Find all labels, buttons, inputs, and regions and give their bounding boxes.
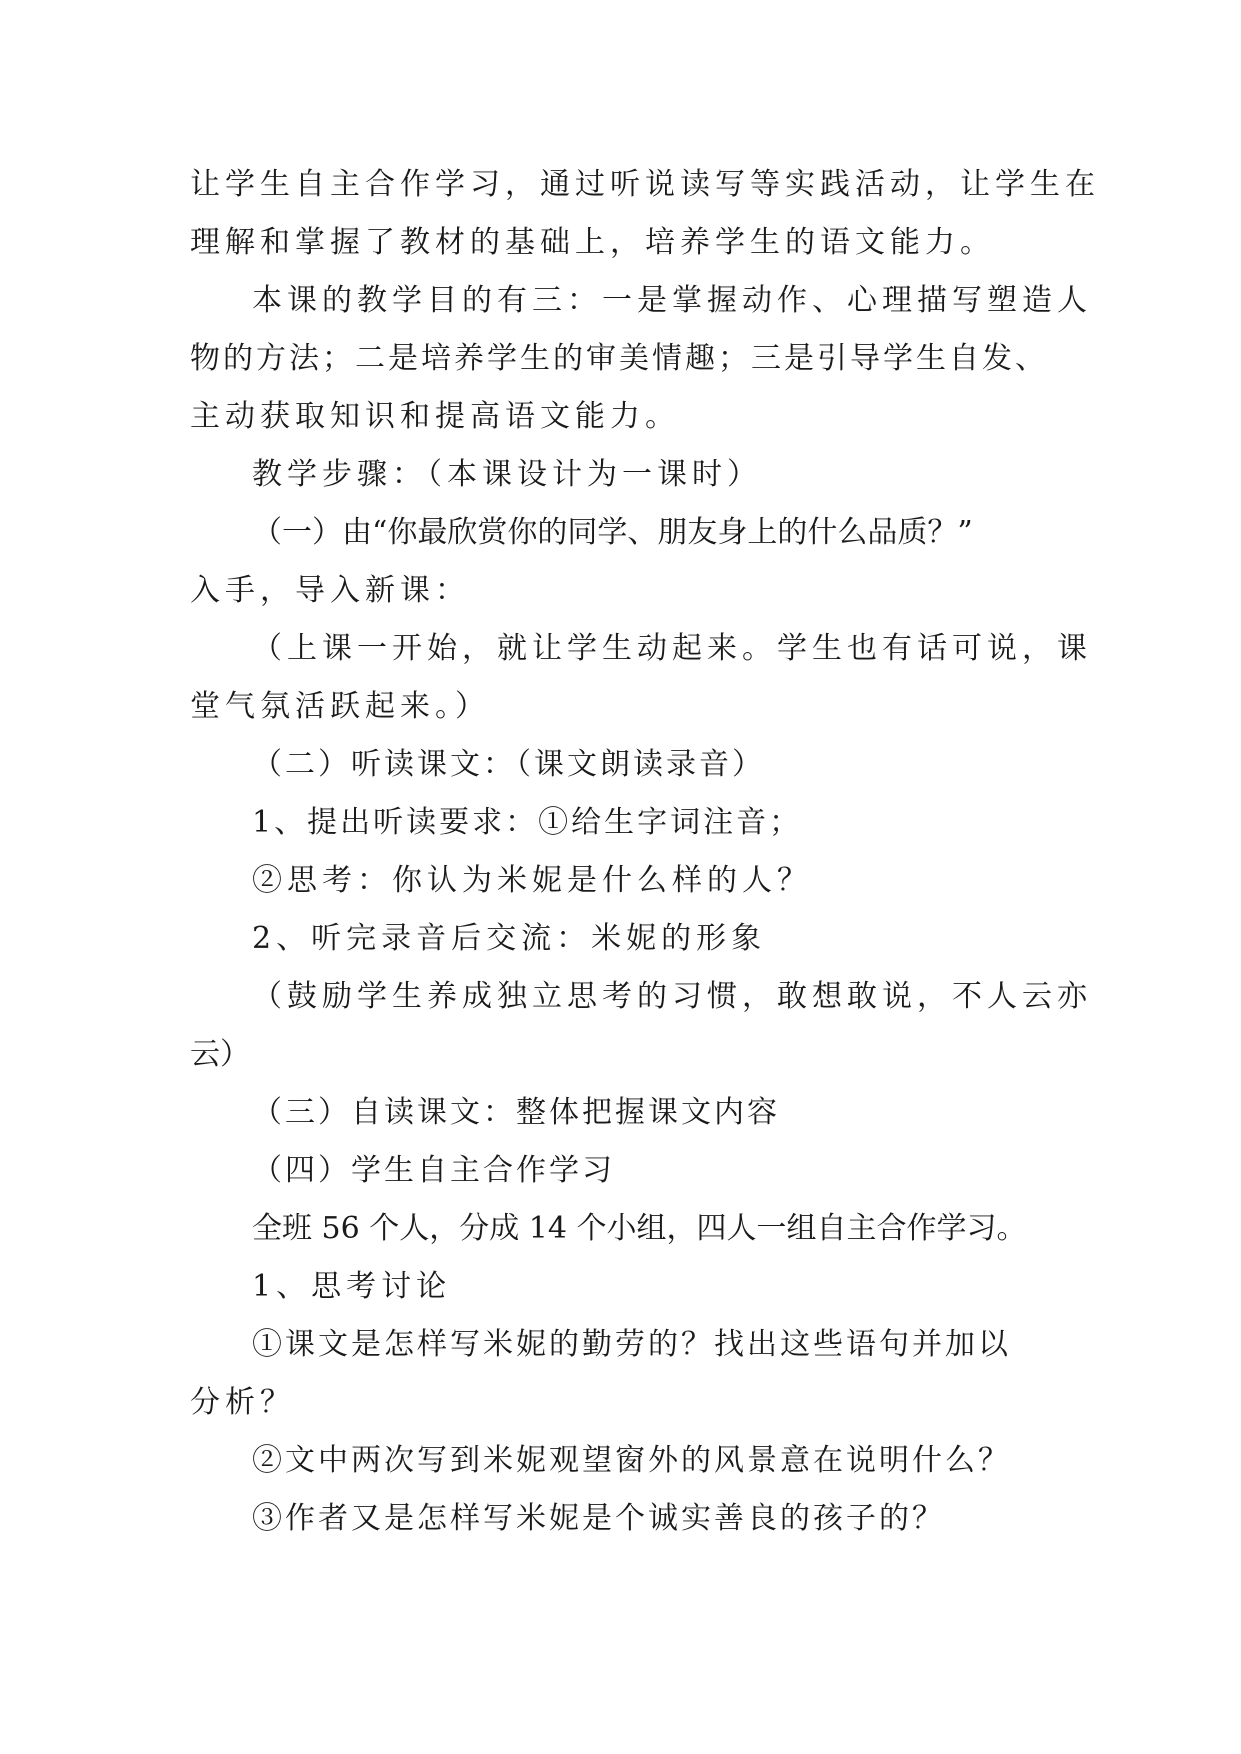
list-item: 2、听完录音后交流：米妮的形象 [252,921,767,956]
list-item: ②文中两次写到米妮观望窗外的风景意在说明什么？ [252,1443,1011,1478]
paragraph-line: 让学生自主合作学习，通过听说读写等实践活动，让学生在 [190,167,1100,202]
list-item: 1、思考讨论 [252,1269,452,1304]
paragraph-line: 堂气氛活跃起来。） [190,689,490,724]
section-heading: 教学步骤：（本课设计为一课时） [252,457,762,492]
list-item: ②思考：你认为米妮是什么样的人？ [252,863,812,898]
paragraph-line: 云） [190,1037,250,1072]
paragraph-line: 分析？ [190,1385,295,1420]
list-item: ①课文是怎样写米妮的勤劳的？找出这些语句并加以 [252,1327,1011,1362]
section-heading: （二）听读课文：（课文朗读录音） [252,747,765,782]
paragraph-line: 本课的教学目的有三：一是掌握动作、心理描写塑造人 [252,283,1092,318]
list-item: 1、提出听读要求：①给生字词注音； [252,805,803,840]
list-item: ③作者又是怎样写米妮是个诚实善良的孩子的？ [252,1501,945,1536]
paragraph-line: 理解和掌握了教材的基础上，培养学生的语文能力。 [190,225,995,260]
paragraph-line: 主动获取知识和提高语文能力。 [190,399,680,434]
section-heading: （一）由“你最欣赏你的同学、朋友身上的什么品质？” [252,515,973,550]
section-heading: （四）学生自主合作学习 [252,1153,615,1188]
section-heading: （三）自读课文：整体把握课文内容 [252,1095,780,1130]
paragraph-line: 入手，导入新课： [190,573,470,608]
paragraph-line: （鼓励学生养成独立思考的习惯，敢想敢说，不人云亦 [252,979,1092,1014]
paragraph-line: 全班 56 个人，分成 14 个小组，四人一组自主合作学习。 [252,1211,1027,1246]
paragraph-line: 物的方法；二是培养学生的审美情趣；三是引导学生自发、 [190,341,1048,376]
paragraph-line: （上课一开始，就让学生动起来。学生也有话可说，课 [252,631,1092,666]
